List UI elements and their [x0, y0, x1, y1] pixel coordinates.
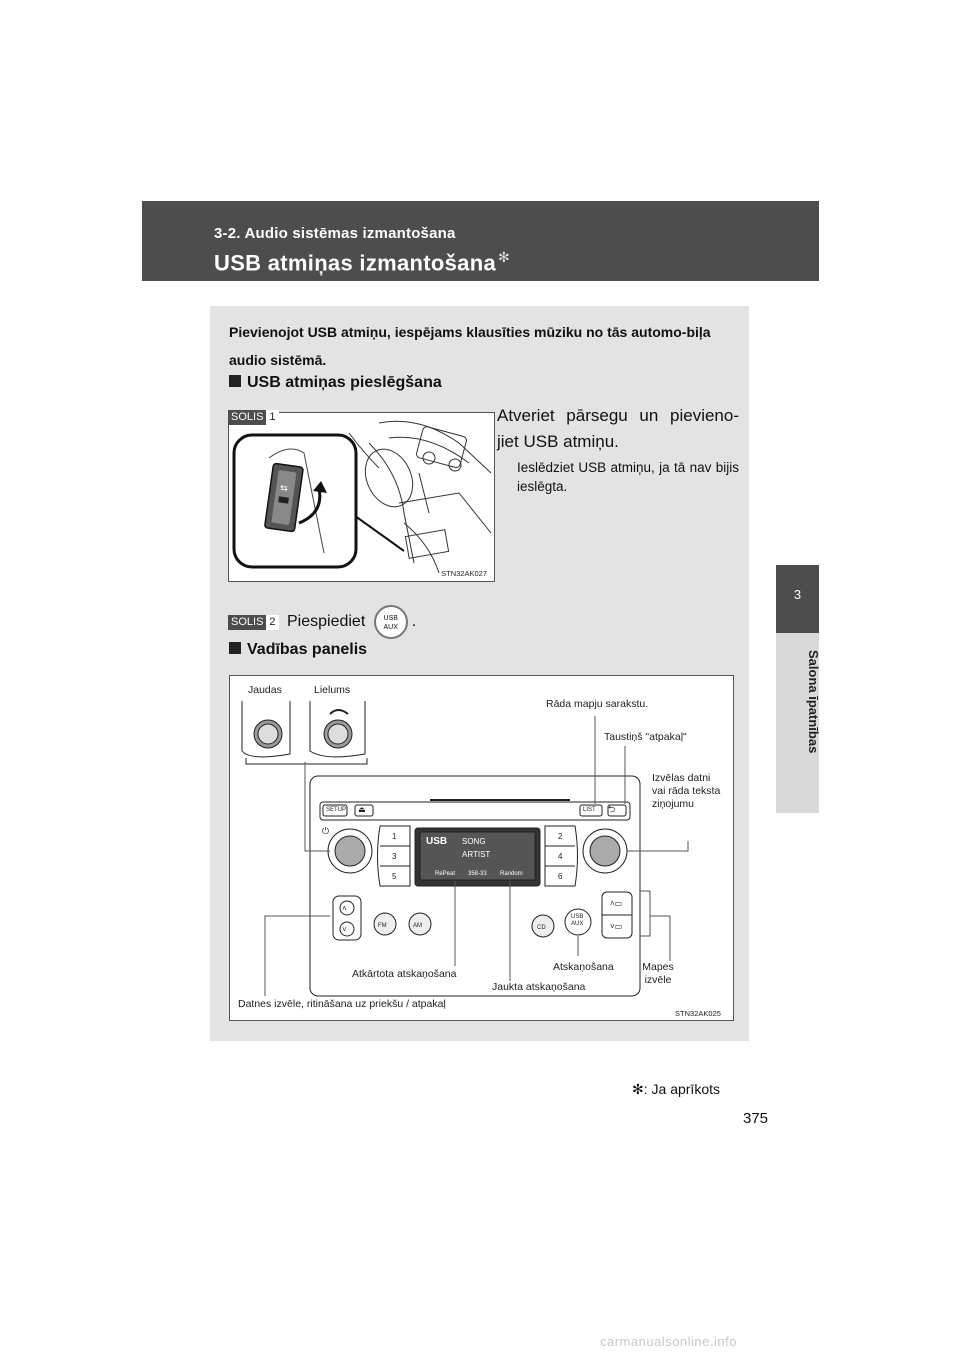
panel-heading-text: Vadības panelis: [247, 641, 368, 658]
section-title: 3-2. Audio sistēmas izmantošana: [214, 225, 456, 242]
step2-text: Piespiediet: [286, 613, 366, 631]
connect-heading: [229, 374, 442, 392]
usb-port-figure: [228, 412, 495, 582]
display-random: Random: [500, 871, 523, 877]
label-atkartota: Atkārtota atskaņošana: [352, 968, 457, 980]
label-jaukta: Jaukta atskaņošana: [492, 981, 586, 993]
seek-up-icon[interactable]: ˄: [342, 904, 347, 913]
step1-badge: SOLIS 1: [228, 409, 279, 427]
watermark: carmanualsonline.info: [600, 1334, 737, 1349]
equipment-mark: ✻: [497, 249, 511, 265]
chapter-tab-title: Salona īpatnības: [806, 650, 821, 754]
eject-icon[interactable]: ⏏: [358, 805, 366, 814]
display-source: USB: [426, 836, 448, 847]
power-icon: ⏻: [322, 826, 330, 836]
display-repeat: RePeat: [435, 871, 456, 877]
preset-2-button[interactable]: 2: [558, 832, 563, 841]
preset-4-button[interactable]: 4: [558, 852, 563, 861]
step2-row: SOLIS 2 Piespiediet USB AUX .: [228, 605, 416, 639]
label-lielums: Lielums: [314, 684, 351, 696]
folder-up-icon[interactable]: ˄▭: [610, 899, 623, 908]
list-button[interactable]: LIST: [583, 807, 596, 813]
figure-code: STN32AK025: [675, 1009, 721, 1018]
label-jaudas: Jaudas: [248, 684, 282, 696]
connect-heading-text: USB atmiņas pieslēgšana: [247, 374, 442, 391]
step1-number: 1: [266, 410, 278, 425]
footnote-text: : Ja aprīkots: [643, 1081, 720, 1097]
usb-aux-button[interactable]: USB AUX: [571, 914, 584, 927]
intro-text: Pievienojot USB atmiņu, iespējams klausīties mūziku no tās automo-biļa audio sistēmā.: [229, 324, 711, 368]
label-rada-mapju: Rāda mapju sarakstu.: [546, 698, 649, 710]
usb-aux-button-icon: USB AUX: [374, 605, 408, 639]
page-title-text: USB atmiņas izmantošana: [214, 250, 496, 276]
page-number: 375: [743, 1110, 769, 1127]
display-time: 358-33: [468, 871, 487, 877]
label-datnes: Datnes izvēle, ritināšana uz priekšu / atpakaļ: [238, 998, 446, 1010]
footnote: [632, 1081, 720, 1098]
fm-button[interactable]: FM: [378, 923, 387, 929]
preset-6-button[interactable]: 6: [558, 872, 563, 881]
panel-heading: [229, 641, 367, 659]
control-panel-figure: [229, 675, 734, 1021]
back-icon[interactable]: ⮌: [608, 804, 616, 814]
am-button[interactable]: AM: [413, 923, 422, 929]
equipment-mark: ✻: [632, 1081, 644, 1097]
setup-button[interactable]: SETUP: [326, 807, 347, 813]
preset-3-button[interactable]: 3: [392, 852, 397, 861]
label-mapes: Mapes izvēle: [642, 961, 674, 986]
step1-text: Atveriet pārsegu un pievieno-jiet USB atmiņu.: [497, 406, 739, 451]
chapter-tab-number: 3: [793, 587, 802, 602]
display-artist: ARTIST: [462, 850, 491, 859]
svg-text:⇆: ⇆: [280, 484, 288, 494]
preset-5-button[interactable]: 5: [392, 872, 397, 881]
display-song: SONG: [462, 837, 486, 846]
page-title: [214, 249, 510, 276]
folder-down-icon[interactable]: ˅▭: [610, 922, 623, 931]
step1-note: Ieslēdziet USB atmiņu, ja tā nav bijis ieslēgta.: [517, 460, 739, 494]
bullet-square-icon: [229, 375, 241, 387]
seek-down-icon[interactable]: ˅: [342, 925, 347, 934]
usb-port-illustration: [229, 413, 494, 581]
label-atskanosana: Atskaņošana: [553, 961, 614, 973]
label-izvelas: Izvēlas datni vai rāda teksta ziņojumu: [652, 772, 721, 810]
step2-number: 2: [266, 615, 278, 630]
bullet-square-icon: [229, 642, 241, 654]
figure-code: STN32AK027: [441, 569, 487, 578]
cd-button[interactable]: CD: [537, 925, 546, 931]
preset-1-button[interactable]: 1: [392, 832, 397, 841]
label-taustins: Taustiņš "atpakaļ": [604, 731, 687, 743]
